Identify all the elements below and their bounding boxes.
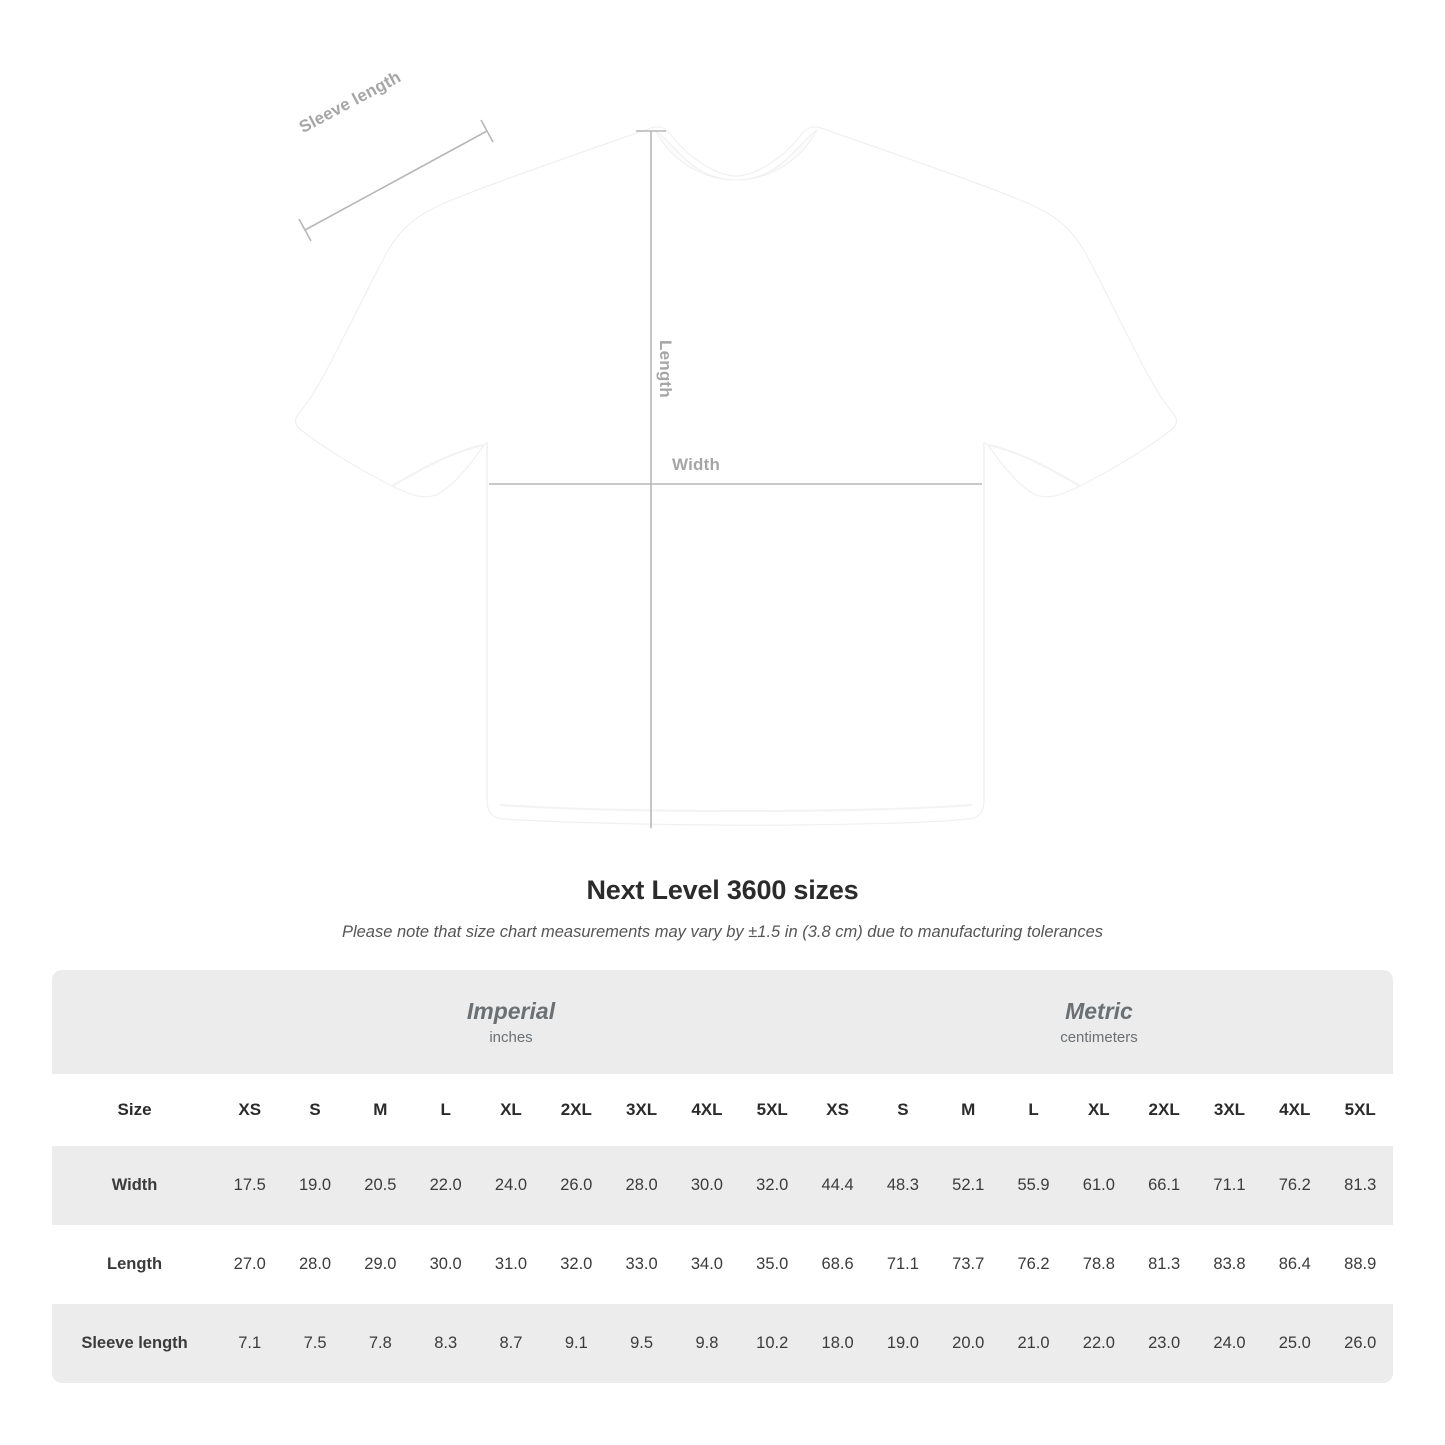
- measure-cell: 7.8: [348, 1304, 413, 1383]
- size-cell: 3XL: [609, 1074, 674, 1146]
- size-cell: M: [348, 1074, 413, 1146]
- unit-header-row: [52, 970, 1393, 1074]
- size-cell: S: [870, 1074, 935, 1146]
- measure-cell: 22.0: [413, 1146, 478, 1225]
- measure-cell: 9.5: [609, 1304, 674, 1383]
- row-label: Length: [52, 1225, 217, 1304]
- row-label: Width: [52, 1146, 217, 1225]
- table-row: [52, 1304, 1393, 1383]
- measure-cell: 25.0: [1262, 1304, 1327, 1383]
- measure-cell: 52.1: [936, 1146, 1001, 1225]
- measure-cell: 7.1: [217, 1304, 282, 1383]
- measure-cell: 83.8: [1197, 1225, 1262, 1304]
- unit-group-imperial-name: Imperial: [466, 998, 556, 1025]
- measure-cell: 17.5: [217, 1146, 282, 1225]
- measure-cell: 66.1: [1131, 1146, 1196, 1225]
- size-cell: L: [1001, 1074, 1066, 1146]
- measure-cell: 26.0: [1327, 1304, 1393, 1383]
- sleeve-length-label: Sleeve length: [296, 67, 404, 137]
- measure-cell: 28.0: [609, 1146, 674, 1225]
- table-row: [52, 1225, 1393, 1304]
- size-cell: XL: [1066, 1074, 1131, 1146]
- measure-cell: 19.0: [870, 1304, 935, 1383]
- measure-cell: 30.0: [674, 1146, 739, 1225]
- measure-cell: 55.9: [1001, 1146, 1066, 1225]
- measure-cell: 19.0: [282, 1146, 347, 1225]
- measure-cell: 86.4: [1262, 1225, 1327, 1304]
- size-cell: 2XL: [1131, 1074, 1196, 1146]
- measure-cell: 61.0: [1066, 1146, 1131, 1225]
- size-cell: XS: [805, 1074, 870, 1146]
- measure-cell: 71.1: [1197, 1146, 1262, 1225]
- unit-group-metric-name: Metric: [1065, 998, 1133, 1025]
- size-header-cell: Size: [52, 1074, 217, 1146]
- measure-cell: 76.2: [1262, 1146, 1327, 1225]
- size-cell: 4XL: [1262, 1074, 1327, 1146]
- unit-group-metric-sub: centimeters: [1060, 1028, 1138, 1046]
- measure-cell: 10.2: [740, 1304, 805, 1383]
- measure-cell: 71.1: [870, 1225, 935, 1304]
- size-cell: 5XL: [740, 1074, 805, 1146]
- measure-cell: 34.0: [674, 1225, 739, 1304]
- measure-cell: 20.0: [936, 1304, 1001, 1383]
- measure-cell: 9.1: [544, 1304, 609, 1383]
- measure-cell: 81.3: [1327, 1146, 1393, 1225]
- measure-cell: 8.3: [413, 1304, 478, 1383]
- size-cell: L: [413, 1074, 478, 1146]
- row-label: Sleeve length: [52, 1304, 217, 1383]
- measure-cell: 32.0: [544, 1225, 609, 1304]
- measure-cell: 78.8: [1066, 1225, 1131, 1304]
- table-row: [52, 1146, 1393, 1225]
- measure-cell: 44.4: [805, 1146, 870, 1225]
- measure-cell: 76.2: [1001, 1225, 1066, 1304]
- measure-cell: 7.5: [282, 1304, 347, 1383]
- measure-cell: 73.7: [936, 1225, 1001, 1304]
- width-label: Width: [672, 455, 721, 474]
- title-block: [0, 875, 1445, 942]
- size-cell: 4XL: [674, 1074, 739, 1146]
- length-label: Length: [656, 340, 675, 398]
- size-cell: 5XL: [1327, 1074, 1393, 1146]
- size-cell: M: [936, 1074, 1001, 1146]
- measure-cell: 81.3: [1131, 1225, 1196, 1304]
- measure-cell: 8.7: [478, 1304, 543, 1383]
- unit-group-metric: [805, 970, 1393, 1074]
- measure-cell: 21.0: [1001, 1304, 1066, 1383]
- unit-spacer: [52, 970, 217, 1074]
- measure-cell: 20.5: [348, 1146, 413, 1225]
- page-title: Next Level 3600 sizes: [586, 875, 859, 905]
- measure-cell: 22.0: [1066, 1304, 1131, 1383]
- measure-cell: 33.0: [609, 1225, 674, 1304]
- size-cell: XS: [217, 1074, 282, 1146]
- measure-cell: 32.0: [740, 1146, 805, 1225]
- measure-cell: 24.0: [478, 1146, 543, 1225]
- measure-cell: 30.0: [413, 1225, 478, 1304]
- measure-cell: 68.6: [805, 1225, 870, 1304]
- size-cell: 3XL: [1197, 1074, 1262, 1146]
- measure-cell: 18.0: [805, 1304, 870, 1383]
- measure-cell: 28.0: [282, 1225, 347, 1304]
- measure-cell: 23.0: [1131, 1304, 1196, 1383]
- unit-group-imperial: [217, 970, 805, 1074]
- measure-cell: 35.0: [740, 1225, 805, 1304]
- measure-cell: 48.3: [870, 1146, 935, 1225]
- unit-group-imperial-sub: inches: [489, 1028, 533, 1046]
- measure-cell: 29.0: [348, 1225, 413, 1304]
- tolerance-note: Please note that size chart measurements may vary by ±1.5 in (3.8 cm) due to manufacturing tolerances: [341, 923, 1104, 941]
- measure-cell: 88.9: [1327, 1225, 1393, 1304]
- size-cell: S: [282, 1074, 347, 1146]
- measure-cell: 27.0: [217, 1225, 282, 1304]
- size-cell: XL: [478, 1074, 543, 1146]
- size-header-row: [52, 1074, 1393, 1146]
- size-table: [52, 970, 1393, 1383]
- measure-cell: 31.0: [478, 1225, 543, 1304]
- measure-cell: 26.0: [544, 1146, 609, 1225]
- size-table-wrap: [52, 970, 1393, 1383]
- measure-cell: 24.0: [1197, 1304, 1262, 1383]
- size-cell: 2XL: [544, 1074, 609, 1146]
- measure-cell: 9.8: [674, 1304, 739, 1383]
